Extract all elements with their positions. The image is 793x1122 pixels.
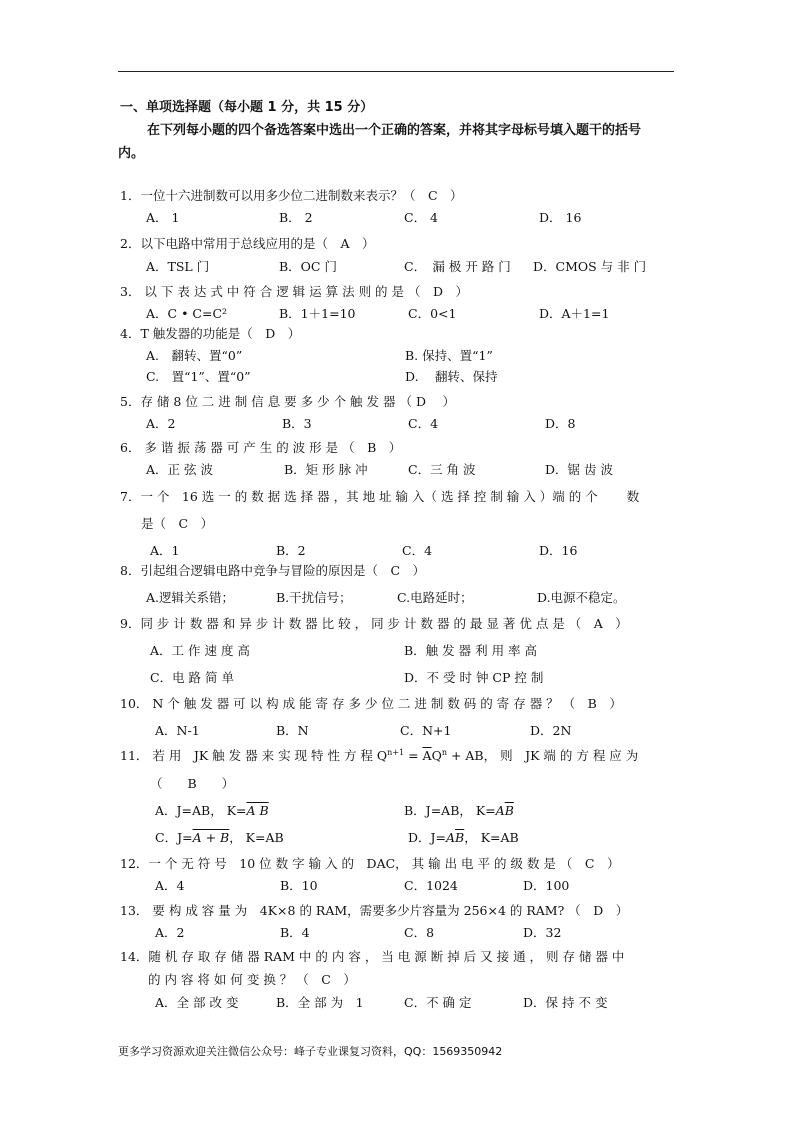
question-13-option-a: A．2 — [155, 925, 185, 940]
instructions-line1: 在下列每小题的四个备选答案中选出一个正确的答案，并将其字母标号填入题干的括号 — [147, 123, 642, 138]
question-9-stem: 9．同 步 计 数 器 和 异 步 计 数 器 比 较 ， 同 步 计 数 器 的 最 显 著 优 点 是 （ A ） — [120, 616, 628, 631]
question-10-option-b: B．N — [276, 723, 309, 738]
question-8-option-b: B.干扰信号； — [276, 590, 352, 605]
question-5-option-a: A．2 — [146, 416, 176, 431]
question-3-option-a: A．C • C=C² — [146, 306, 228, 321]
question-12-option-b: B．10 — [280, 878, 318, 893]
question-2-option-d: D．CMOS 与 非 门 — [533, 259, 647, 274]
question-13-option-d: D．32 — [523, 925, 562, 940]
question-2-option-a: A．TSL 门 — [146, 259, 210, 274]
question-6-option-b: B．矩 形 脉 冲 — [284, 462, 368, 477]
question-1-option-b: B． 2 — [279, 210, 313, 225]
question-5-option-d: D．8 — [545, 416, 576, 431]
question-9-option-c: C．电 路 简 单 — [150, 670, 234, 685]
question-9-option-a: A．工 作 速 度 高 — [150, 643, 250, 658]
question-4-option-d: D. 翻转、保持 — [405, 369, 498, 384]
question-7-option-a: A．1 — [150, 543, 180, 558]
question-3-option-c: C．0<1 — [408, 306, 457, 321]
question-6-option-c: C．三 角 波 — [408, 462, 476, 477]
question-9-option-b: B．触 发 器 利 用 率 高 — [404, 643, 538, 658]
question-11-option-c: C．J=A + B， K=AB — [155, 830, 284, 845]
question-14-stem-line1: 14．随 机 存 取 存 储 器 RAM 中 的 内 容 ， 当 电 源 断 掉 后 又 接 通 ， 则 存 储 器 中 — [120, 949, 625, 964]
question-2-option-c: C． 漏 极 开 路 门 — [404, 259, 511, 274]
question-10-option-a: A．N-1 — [155, 723, 200, 738]
footer-note: 更多学习资源欢迎关注微信公众号：峰子专业课复习资料，QQ：1569350942 — [118, 1045, 503, 1058]
question-1-option-c: C． 4 — [404, 210, 438, 225]
question-9-option-d: D．不 受 时 钟 CP 控 制 — [404, 670, 544, 685]
question-11-stem-line2: （ B ） — [150, 776, 235, 791]
question-7-option-d: D．16 — [539, 543, 578, 558]
question-4-option-b: B. 保持、置“1” — [405, 348, 493, 363]
characteristic-equation: $Q^{n+1} = \overline{A}Q^n$ — [376, 747, 447, 763]
question-8-stem: 8．引起组合逻辑电路中竞争与冒险的原因是（ C ） — [120, 563, 426, 578]
question-1-option-a: A． 1 — [146, 210, 180, 225]
question-10-stem: 10． N 个 触 发 器 可 以 构 成 能 寄 存 多 少 位 二 进 制 数 码 的 寄 存 器 ？ （ B ） — [120, 696, 622, 711]
question-8-option-c: C.电路延时； — [397, 590, 473, 605]
question-6-option-d: D．锯 齿 波 — [545, 462, 613, 477]
question-7-option-c: C．4 — [402, 543, 433, 558]
question-14-option-d: D．保 持 不 变 — [523, 995, 608, 1010]
question-2-option-b: B．OC 门 — [279, 259, 337, 274]
question-7-stem-line1: 7．一 个 16 选 一 的 数 据 选 择 器 ，其 地 址 输 入（ 选 择 控 制 输 入 ）端 的 个 数 — [120, 489, 640, 504]
question-3-option-d: D．A＋1=1 — [539, 306, 610, 321]
question-8-option-d: D.电源不稳定。 — [537, 590, 626, 605]
question-5-stem: 5．存 储 8 位 二 进 制 信 息 要 多 少 个 触 发 器 （ D ） — [120, 394, 455, 409]
question-8-option-a: A.逻辑关系错； — [146, 590, 235, 605]
question-13-stem: 13． 要 构 成 容 量 为 4K×8 的 RAM，需要多少片容量为 256×4 的 RAM? （ D ） — [120, 903, 629, 918]
question-11-stem-line1: 11． 若 用 JK 触 发 器 来 实 现 特 性 方 程 $Q^{n+1} = \overline{A}Q^n$ + AB， 则 JK 端 的 方 程 应 为 — [120, 747, 639, 763]
question-10-option-c: C．N+1 — [400, 723, 452, 738]
question-3-stem: 3． 以 下 表 达 式 中 符 合 逻 辑 运 算 法 则 的 是 （ D ） — [120, 284, 469, 299]
question-12-option-d: D．100 — [523, 878, 570, 893]
question-1-stem: 1．一位十六进制数可以用多少位二进制数来表示？（ C ） — [120, 188, 463, 203]
question-4-option-c: C. 置“1”、置“0” — [146, 369, 251, 384]
question-11-option-a: A．J=AB， K=A B — [155, 803, 269, 818]
question-11-option-b: B．J=AB， $K=A\overline{B}$ — [404, 803, 514, 818]
question-5-option-c: C．4 — [408, 416, 439, 431]
instructions-line2: 内。 — [118, 146, 145, 161]
question-4-stem: 4．T 触发器的功能是（ D ） — [120, 326, 301, 341]
question-12-stem: 12．一 个 无 符 号 10 位 数 字 输 入 的 DAC， 其 输 出 电 平 的 级 数 是 （ C ） — [120, 856, 620, 871]
question-14-option-a: A．全 部 改 变 — [155, 995, 239, 1010]
question-7-option-b: B．2 — [276, 543, 306, 558]
question-12-option-a: A．4 — [155, 878, 185, 893]
question-4-option-a: A. 翻转、置“0” — [146, 348, 243, 363]
question-12-option-c: C．1024 — [404, 878, 458, 893]
question-6-stem: 6． 多 谐 振 荡 器 可 产 生 的 波 形 是 （ B ） — [120, 440, 402, 455]
section-heading: 一、单项选择题（每小题 1 分，共 15 分） — [120, 100, 374, 115]
question-10-option-d: D．2N — [530, 723, 572, 738]
question-11-option-d: D．$J=A\overline{B}$， K=AB — [408, 830, 519, 845]
question-14-option-b: B．全 部 为 1 — [276, 995, 364, 1010]
question-1-option-d: D． 16 — [539, 210, 582, 225]
question-7-stem-line2: 是（ C ） — [141, 516, 214, 531]
question-13-option-c: C．8 — [404, 925, 435, 940]
question-2-stem: 2．以下电路中常用于总线应用的是（ A ） — [120, 236, 375, 251]
question-14-option-c: C．不 确 定 — [404, 995, 472, 1010]
question-3-option-b: B．1＋1=10 — [279, 306, 356, 321]
question-13-option-b: B．4 — [280, 925, 310, 940]
question-5-option-b: B．3 — [282, 416, 312, 431]
header-rule — [118, 71, 674, 72]
question-6-option-a: A．正 弦 波 — [146, 462, 213, 477]
question-14-stem-line2: 的 内 容 将 如 何 变 换 ？ （ C ） — [148, 972, 356, 987]
